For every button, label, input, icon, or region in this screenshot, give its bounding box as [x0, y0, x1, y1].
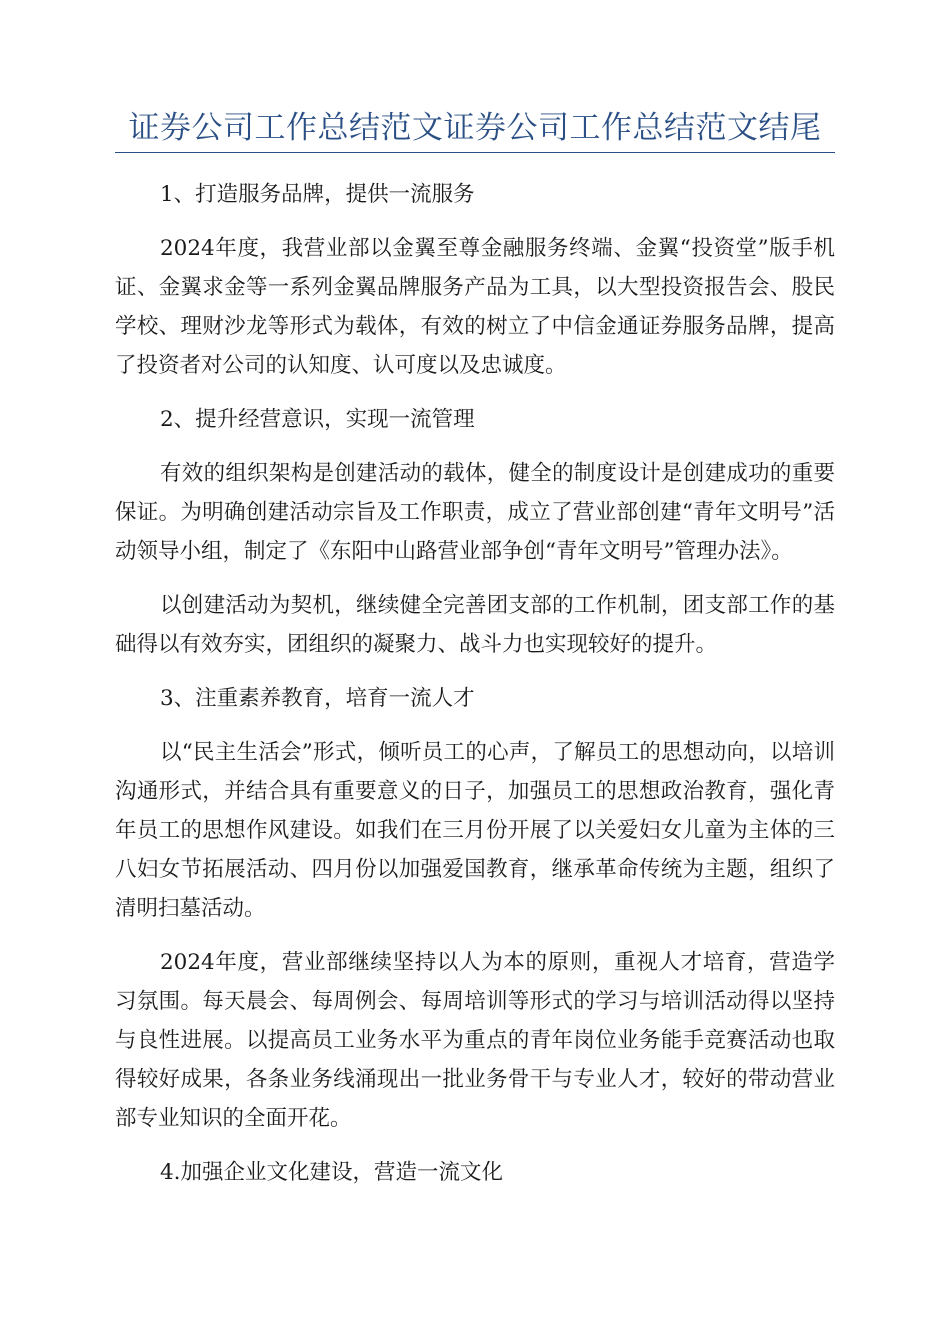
body-paragraph: 以“民主生活会”形式，倾听员工的心声，了解员工的思想动向，以培训沟通形式，并结合具有重要意义的日子，加强员工的思想政治教育，强化青年员工的思想作风建设。如我们在三月份开展了以关爱妇女儿童为主体的三八妇女节拓展活动、四月份以加强爱国教育，继承革命传统为主题，组织了清明扫墓活动。	[115, 740, 835, 921]
body-paragraph: 有效的组织架构是创建活动的载体，健全的制度设计是创建成功的重要保证。为明确创建活动宗旨及工作职责，成立了营业部创建“青年文明号”活动领导小组，制定了《东阳中山路营业部争创“青年文明号”管理办法》。	[115, 461, 835, 564]
document-body	[115, 175, 835, 1207]
title-underline	[115, 152, 835, 153]
body-paragraph: 2024年度，我营业部以金翼至尊金融服务终端、金翼“投资堂”版手机证、金翼求金等一系列金翼品牌服务产品为工具，以大型投资报告会、股民学校、理财沙龙等形式为载体，有效的树立了中信金通证券服务品牌，提高了投资者对公司的认知度、认可度以及忠诚度。	[115, 236, 835, 378]
section-heading-1: 1、打造服务品牌，提供一流服务	[160, 182, 475, 207]
section-heading-2: 2、提升经营意识，实现一流管理	[160, 407, 475, 432]
section-heading-4: 4.加强企业文化建设，营造一流文化	[160, 1160, 504, 1185]
document-title: 证券公司工作总结范文证券公司工作总结范文结尾	[128, 110, 822, 146]
title-block	[115, 108, 835, 153]
body-paragraph: 以创建活动为契机，继续健全完善团支部的工作机制，团支部工作的基础得以有效夯实，团组织的凝聚力、战斗力也实现较好的提升。	[115, 593, 835, 657]
body-paragraph: 2024年度，营业部继续坚持以人为本的原则，重视人才培育，营造学习氛围。每天晨会、每周例会、每周培训等形式的学习与培训活动得以坚持与良性进展。以提高员工业务水平为重点的青年岗位业务能手竞赛活动也取得较好成果，各条业务线涌现出一批业务骨干与专业人才，较好的带动营业部专业知识的全面开花。	[115, 950, 835, 1131]
section-heading-3: 3、注重素养教育，培育一流人才	[160, 686, 475, 711]
